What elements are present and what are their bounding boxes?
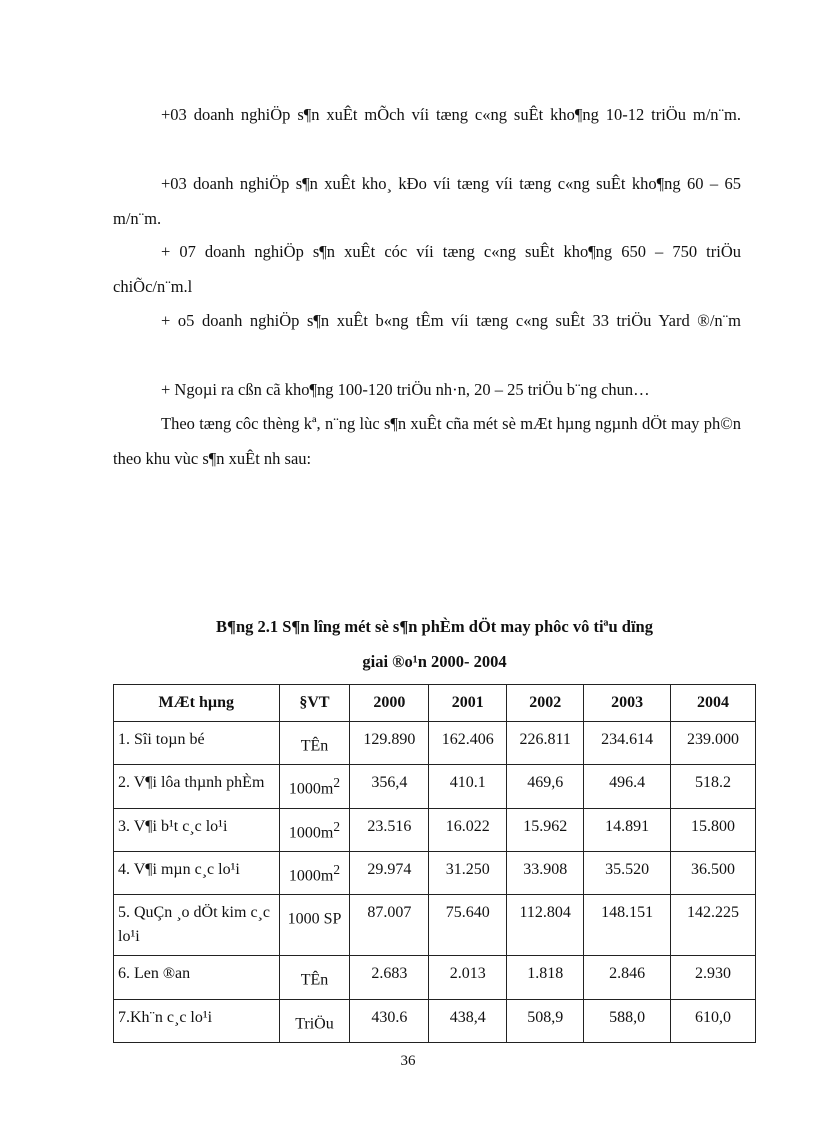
table-caption-line-2: giai ®o¹n 2000- 2004 (362, 652, 507, 671)
row-item: 1. Sîi toµn bé (114, 722, 280, 765)
paragraph-4: + o5 doanh nghiÖp s¶n xuÊt b«ng tÊm víi tæng c«ng suÊt 33 triÖu Yard ®/n¨m (161, 311, 741, 330)
row-value: 518.2 (671, 765, 756, 808)
production-table (113, 684, 756, 1043)
row-value: 29.974 (350, 851, 429, 894)
table-row (114, 895, 756, 956)
row-value: 2.683 (350, 956, 429, 999)
row-unit: $1000m^2$ (279, 765, 350, 808)
row-value: 234.614 (584, 722, 671, 765)
row-unit: 1000 SP (279, 895, 350, 956)
row-item: 4. V¶i mµn c¸c lo¹i (114, 851, 280, 894)
row-item: 5. QuÇn ¸o dÖt kim c¸c lo¹i (114, 895, 280, 956)
paragraph-3: + 07 doanh nghiÖp s¶n xuÊt cóc víi tæng c«ng suÊt kho¶ng 650 – 750 triÖu chiÕc/n¨m.l (113, 242, 741, 296)
table-row (114, 956, 756, 999)
row-value: 31.250 (429, 851, 507, 894)
row-value: 588,0 (584, 999, 671, 1042)
header-year-2000: 2000 (350, 685, 429, 722)
row-value: 35.520 (584, 851, 671, 894)
row-value: 356,4 (350, 765, 429, 808)
row-item: 6. Len ®an (114, 956, 280, 999)
row-value: 148.151 (584, 895, 671, 956)
row-unit: TriÖu (279, 999, 350, 1042)
row-value: 410.1 (429, 765, 507, 808)
row-value: 496.4 (584, 765, 671, 808)
header-year-2001: 2001 (429, 685, 507, 722)
page-number: 36 (400, 1053, 416, 1069)
row-value: 610,0 (671, 999, 756, 1042)
row-value: 36.500 (671, 851, 756, 894)
row-value: 226.811 (507, 722, 584, 765)
row-value: 23.516 (350, 808, 429, 851)
table-row (114, 808, 756, 851)
row-value: 75.640 (429, 895, 507, 956)
row-value: 438,4 (429, 999, 507, 1042)
row-unit: TÊn (279, 722, 350, 765)
row-value: 2.013 (429, 956, 507, 999)
row-value: 2.930 (671, 956, 756, 999)
header-year-2004: 2004 (671, 685, 756, 722)
header-year-2002: 2002 (507, 685, 584, 722)
paragraph-2: +03 doanh nghiÖp s¶n xuÊt kho¸ kÐo víi tæng víi tæng c«ng suÊt kho¶ng 60 – 65 m/n¨m. (113, 174, 741, 228)
row-value: 87.007 (350, 895, 429, 956)
row-value: 142.225 (671, 895, 756, 956)
row-item: 2. V¶i lôa thµnh phÈm (114, 765, 280, 808)
header-unit: §VT (279, 685, 350, 722)
row-value: 15.962 (507, 808, 584, 851)
row-value: 430.6 (350, 999, 429, 1042)
table-caption-line-1: B¶ng 2.1 S¶n lîng mét sè s¶n phÈm dÖt may phôc vô tiªu dïng (216, 617, 653, 636)
row-value: 15.800 (671, 808, 756, 851)
row-value: 239.000 (671, 722, 756, 765)
row-value: 16.022 (429, 808, 507, 851)
row-value: 14.891 (584, 808, 671, 851)
row-value: 112.804 (507, 895, 584, 956)
table-row (114, 999, 756, 1042)
header-year-2003: 2003 (584, 685, 671, 722)
paragraph-1: +03 doanh nghiÖp s¶n xuÊt mÕch víi tæng c«ng suÊt kho¶ng 10-12 triÖu m/n¨m. (161, 105, 741, 124)
row-item: 3. V¶i b¹t c¸c lo¹i (114, 808, 280, 851)
table-header-row (114, 685, 756, 722)
table-row (114, 722, 756, 765)
row-unit: $1000m^2$ (279, 851, 350, 894)
table-row (114, 765, 756, 808)
row-unit: $1000m^2$ (279, 808, 350, 851)
table-row (114, 851, 756, 894)
header-item: MÆt hµng (114, 685, 280, 722)
row-value: 33.908 (507, 851, 584, 894)
row-value: 2.846 (584, 956, 671, 999)
row-value: 508,9 (507, 999, 584, 1042)
paragraph-5: + Ngoµi ra cßn cã kho¶ng 100-120 triÖu nh·n, 20 – 25 triÖu b¨ng chun… (161, 380, 650, 399)
row-value: 1.818 (507, 956, 584, 999)
row-value: 162.406 (429, 722, 507, 765)
row-item: 7.Kh¨n c¸c lo¹i (114, 999, 280, 1042)
row-value: 469,6 (507, 765, 584, 808)
row-unit: TÊn (279, 956, 350, 999)
paragraph-6: Theo tæng côc thèng kª, n¨ng lùc s¶n xuÊt cña mét sè mÆt hµng ngµnh dÖt may ph©n theo khu vùc s¶n xuÊt nh sau: (113, 414, 741, 468)
row-value: 129.890 (350, 722, 429, 765)
